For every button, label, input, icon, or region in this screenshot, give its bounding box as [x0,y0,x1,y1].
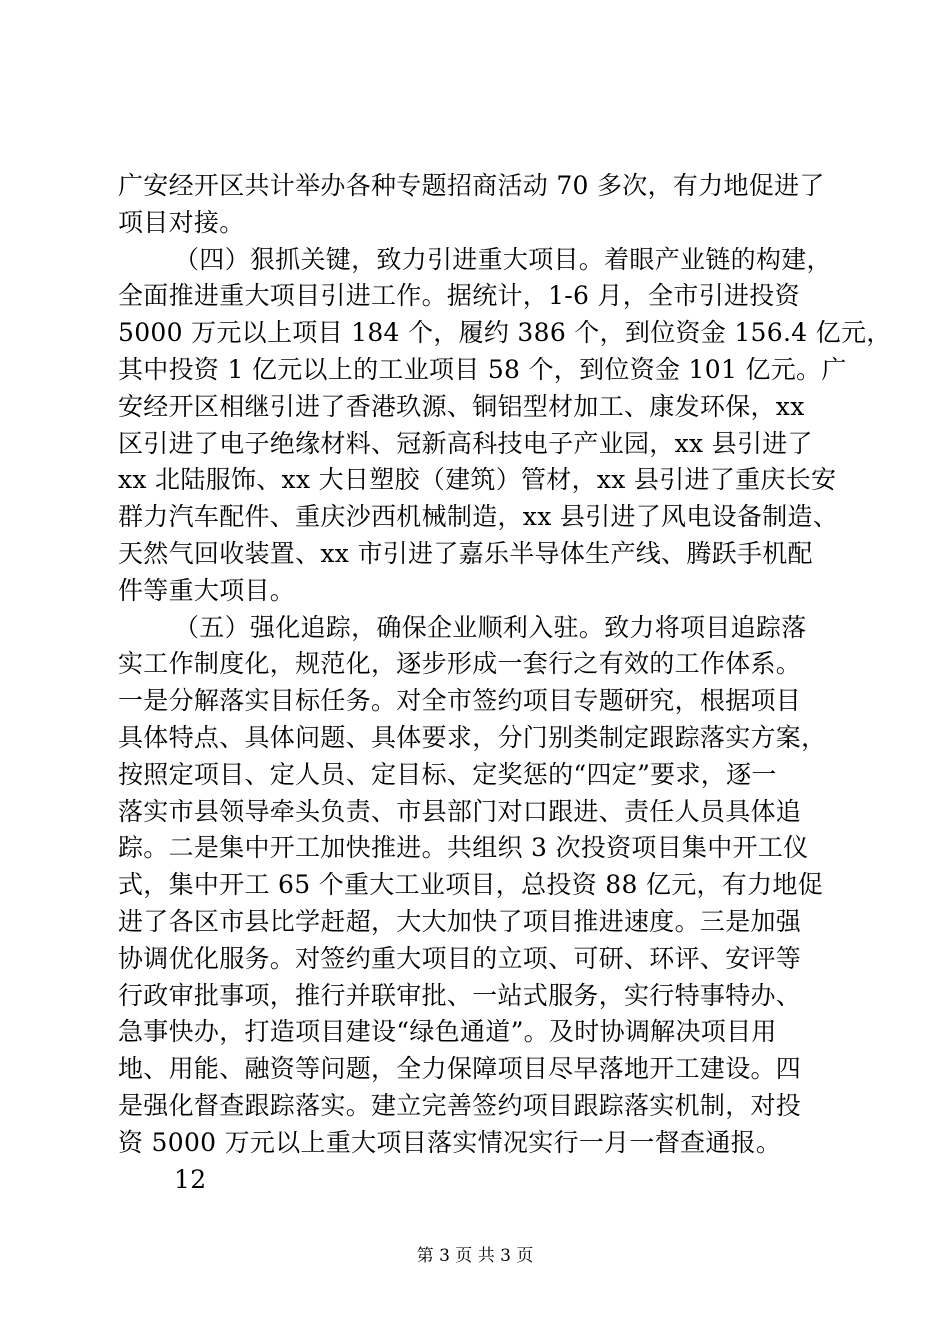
text-line: 按照定项目、定人员、定目标、定奖惩的“四定”要求，逐一 [118,759,777,789]
text-line: 落实市县领导牵头负责、市县部门对口跟进、责任人员具体追 [118,796,802,826]
document-body [118,168,892,1198]
text-line: 协调优化服务。对签约重大项目的立项、可研、环评、安评等 [118,943,802,973]
text-line: 全面推进重大项目引进工作。据统计，1-6 月，全市引进投资 [118,281,800,311]
text-line: 行政审批事项，推行并联审批、一站式服务，实行特事特办、 [118,980,802,1010]
text-line: 实工作制度化，规范化，逐步形成一套行之有效的工作体系。 [118,649,802,679]
text-line: 地、用能、融资等问题，全力保障项目尽早落地开工建设。四 [118,1054,802,1084]
text-line: （五）强化追踪，确保企业顺利入驻。致力将项目追踪落 [174,612,807,642]
page-number-text: 12 [174,1164,207,1194]
text-line: xx 北陆服饰、xx 大日塑胶（建筑）管材，xx 县引进了重庆长安 [118,465,837,495]
text-line: 资 5000 万元以上重大项目落实情况实行一月一督查通报。 [118,1127,782,1157]
text-line: 踪。二是集中开工加快推进。共组织 3 次投资项目集中开工仪 [118,833,809,863]
text-line: 急事快办，打造项目建设“绿色通道”。及时协调解决项目用 [118,1017,777,1047]
text-line: 件等重大项目。 [118,575,296,605]
text-line: 进了各区市县比学赶超，大大加快了项目推进速度。三是加强 [118,906,802,936]
text-line: （四）狠抓关键，致力引进重大项目。着眼产业链的构建， [174,244,832,274]
text-line: 式，集中开工 65 个重大工业项目，总投资 88 亿元，有力地促 [118,870,824,900]
text-line: 广安经开区共计举办各种专题招商活动 70 多次，有力地促进了 [118,171,825,200]
text-line: 安经开区相继引进了香港玖源、铜铝型材加工、康发环保，xx [118,391,805,421]
text-line: 5000 万元以上项目 184 个，履约 386 个，到位资金 156.4 亿元， [118,318,892,348]
text-line: 具体特点、具体问题、具体要求，分门别类制定跟踪落实方案， [118,722,827,752]
text-line: 一是分解落实目标任务。对全市签约项目专题研究，根据项目 [118,686,802,716]
page-footer: 第 3 页 共 3 页 [416,1246,534,1266]
text-line: 区引进了电子绝缘材料、冠新高科技电子产业园，xx 县引进了 [118,428,813,458]
text-line: 是强化督查跟踪落实。建立完善签约项目跟踪落实机制，对投 [118,1090,802,1120]
text-line: 群力汽车配件、重庆沙西机械制造，xx 县引进了风电设备制造、 [118,502,839,532]
text-line: 其中投资 1 亿元以上的工业项目 58 个，到位资金 101 亿元。广 [118,354,847,384]
text-line: 天然气回收装置、xx 市引进了嘉乐半导体生产线、腾跃手机配 [118,538,813,568]
text-line: 项目对接。 [118,207,245,237]
